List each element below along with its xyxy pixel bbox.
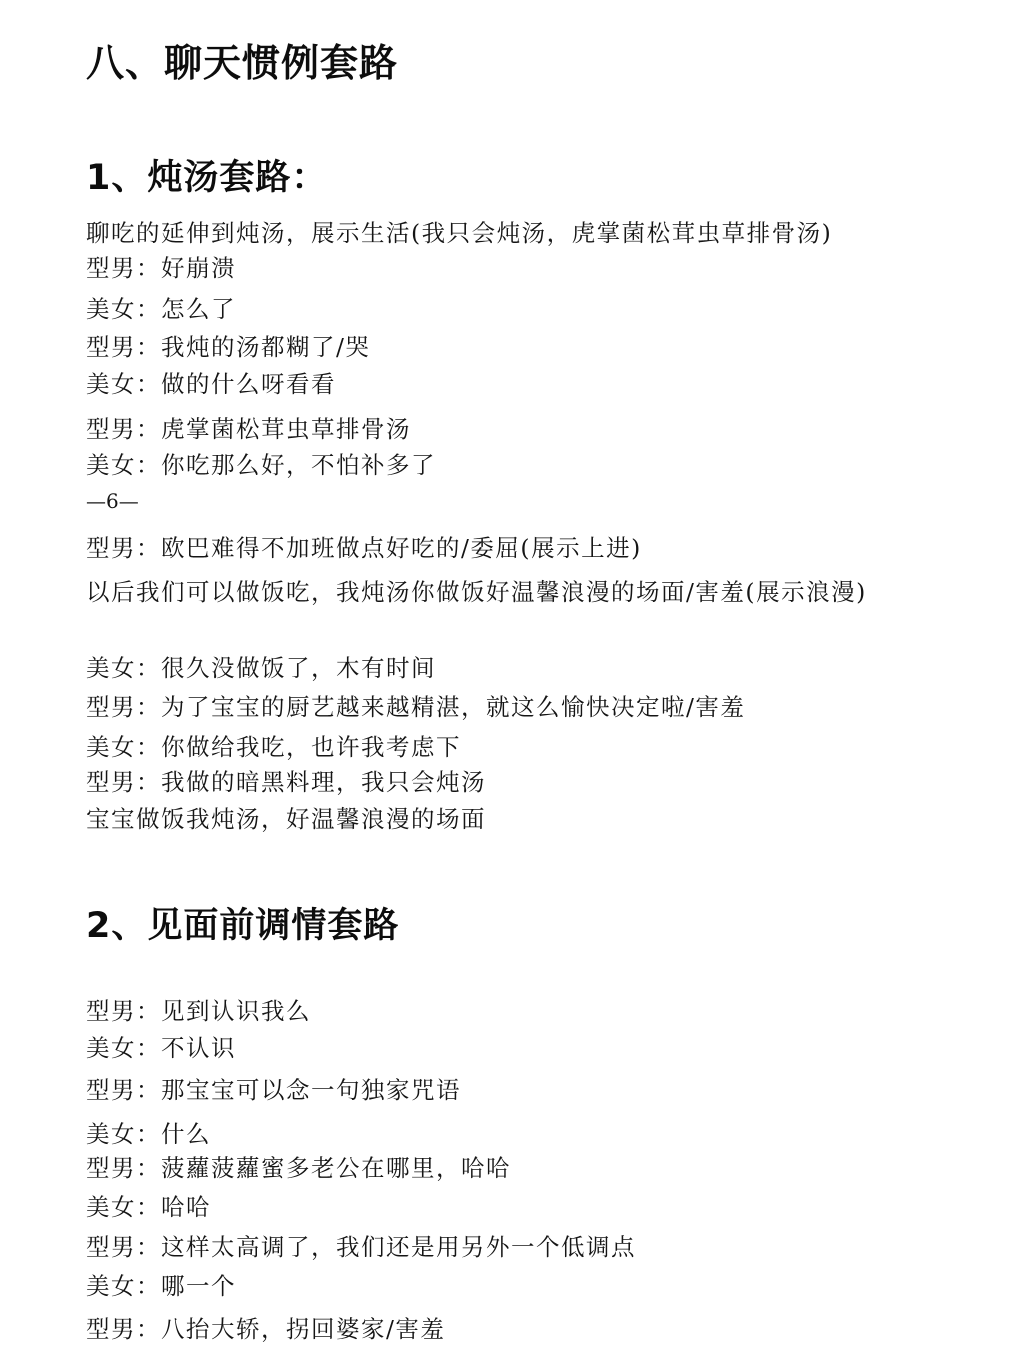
text-line: 美女：什么 xyxy=(86,1120,211,1148)
page-number: —6— xyxy=(86,489,139,513)
text-line: 美女：哈哈 xyxy=(86,1193,211,1221)
text-line: 型男：见到认识我么 xyxy=(86,997,311,1025)
text-line: 型男：我做的暗黑料理，我只会炖汤 xyxy=(86,768,486,796)
text-line: 型男：这样太高调了，我们还是用另外一个低调点 xyxy=(86,1233,636,1261)
text-line: 型男：欧巴难得不加班做点好吃的/委屈(展示上进) xyxy=(86,534,642,562)
text-line: 宝宝做饭我炖汤，好温馨浪漫的场面 xyxy=(86,805,486,833)
text-line: 美女：不认识 xyxy=(86,1034,236,1062)
text-line: 美女：做的什么呀看看 xyxy=(86,370,336,398)
text-line: 型男：为了宝宝的厨艺越来越精湛，就这么愉快决定啦/害羞 xyxy=(86,693,746,721)
text-line: 以后我们可以做饭吃，我炖汤你做饭好温馨浪漫的场面/害羞(展示浪漫) xyxy=(86,578,867,606)
section-heading-stew: 1、炖汤套路： xyxy=(86,158,328,198)
text-line: 美女：你吃那么好，不怕补多了 xyxy=(86,451,436,479)
text-line: 型男：我炖的汤都糊了/哭 xyxy=(86,333,371,361)
text-line: 型男：菠蘿菠蘿蜜多老公在哪里，哈哈 xyxy=(86,1154,511,1182)
text-line: 美女：你做给我吃，也许我考虑下 xyxy=(86,733,461,761)
text-line: 美女：哪一个 xyxy=(86,1272,236,1300)
page-title: 八、聊天惯例套路 xyxy=(86,41,399,85)
text-line: 型男：那宝宝可以念一句独家咒语 xyxy=(86,1076,461,1104)
text-line: 聊吃的延伸到炖汤，展示生活(我只会炖汤，虎掌菌松茸虫草排骨汤) xyxy=(86,219,833,247)
text-line: 美女：怎么了 xyxy=(86,295,236,323)
section-heading-flirt: 2、见面前调情套路 xyxy=(86,906,400,946)
text-line: 美女：很久没做饭了，木有时间 xyxy=(86,654,436,682)
text-line: 型男：虎掌菌松茸虫草排骨汤 xyxy=(86,415,411,443)
text-line: 型男：好崩溃 xyxy=(86,254,236,282)
text-line: 型男：八抬大轿，拐回婆家/害羞 xyxy=(86,1315,446,1343)
